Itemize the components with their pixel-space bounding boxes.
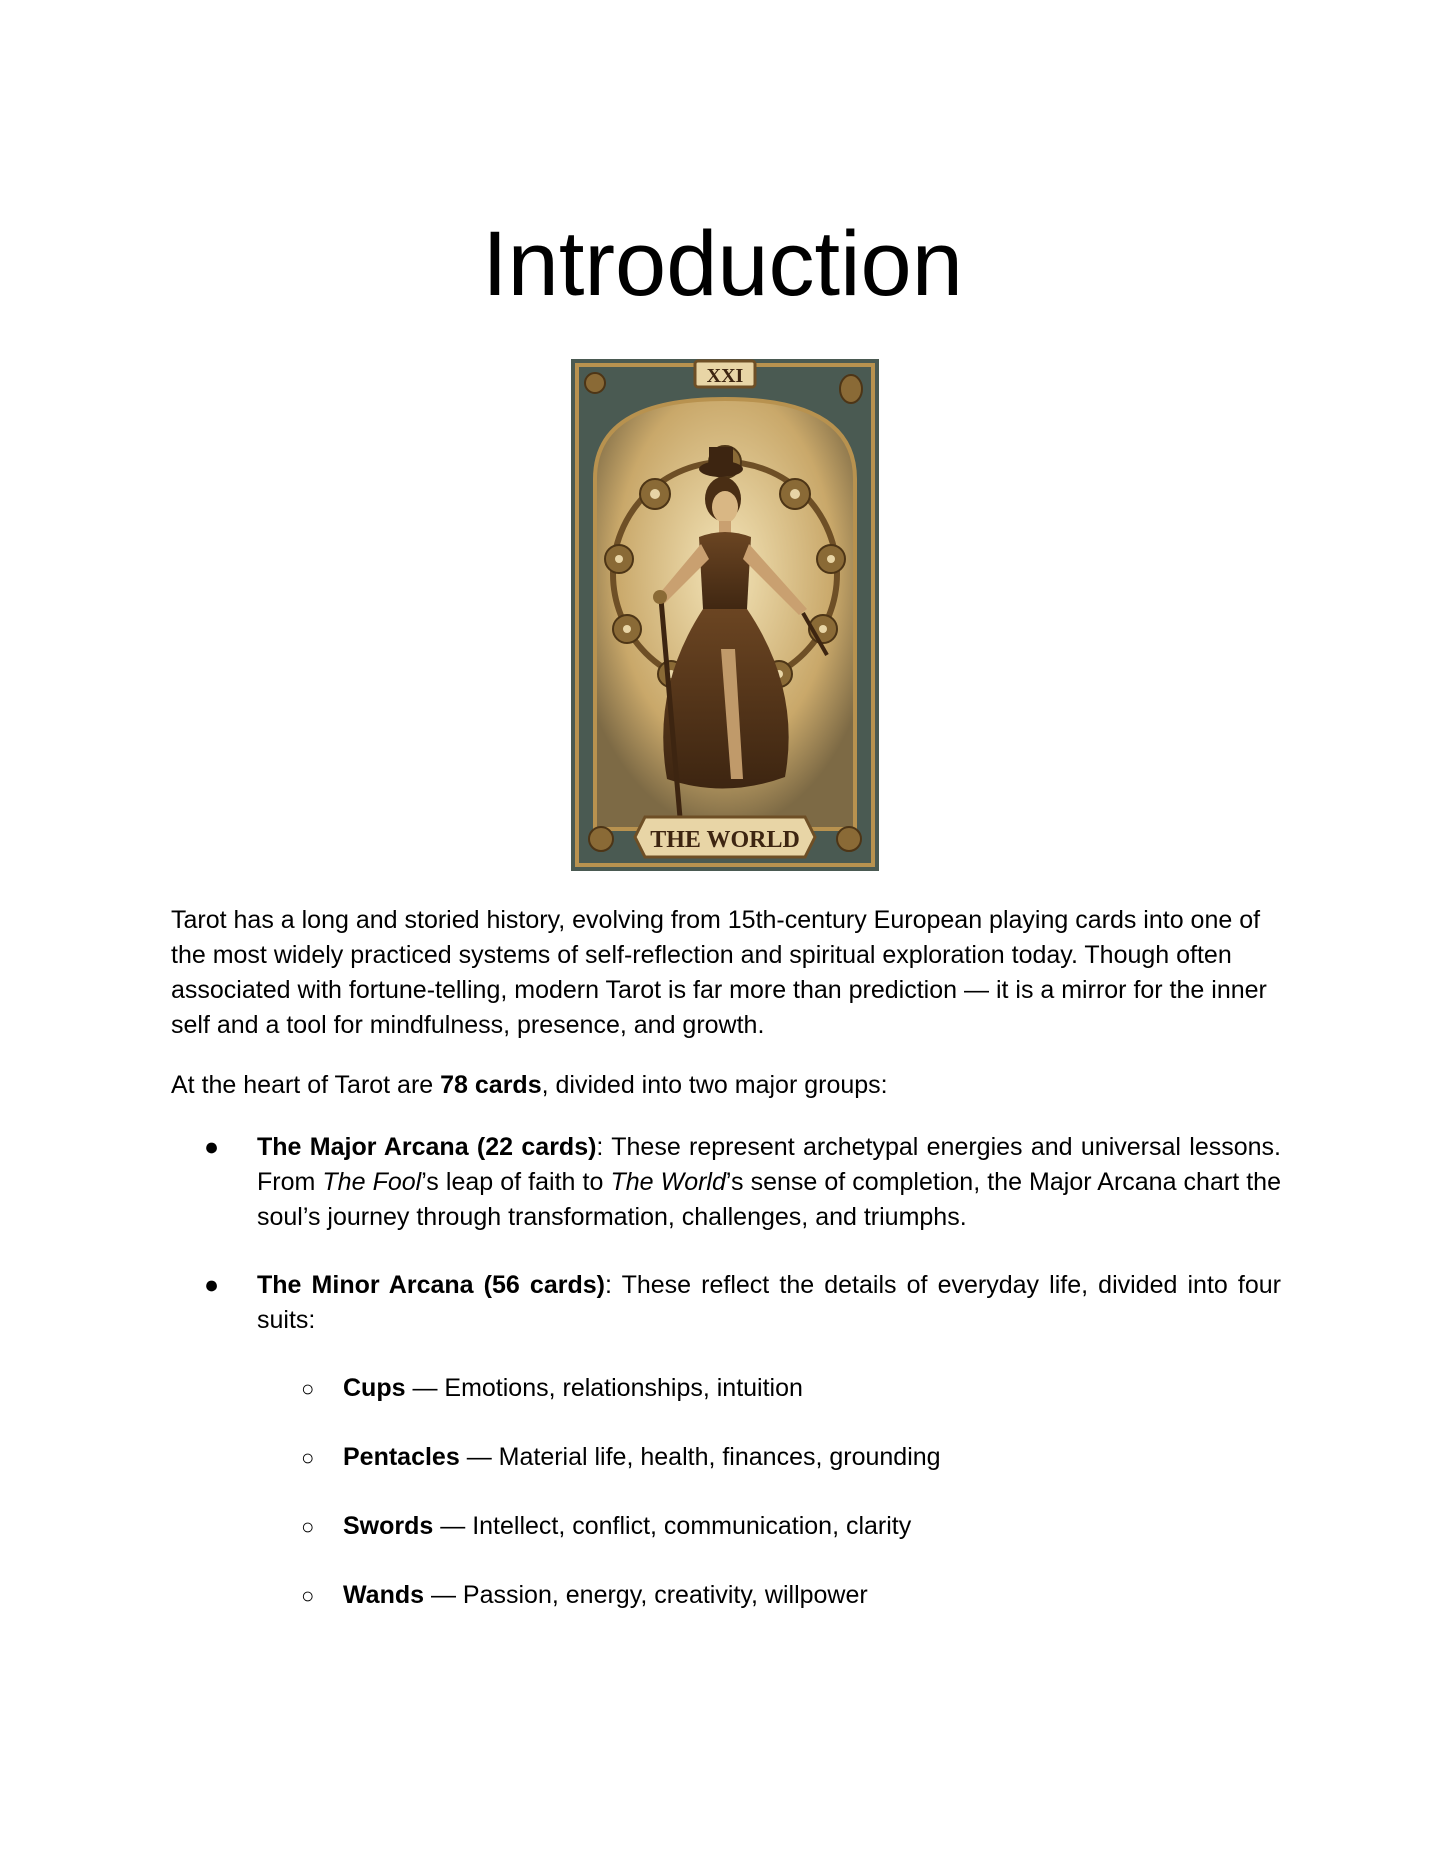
card-name: THE WORLD xyxy=(650,827,800,853)
corner-gear-icon xyxy=(589,827,613,851)
cards-paragraph: At the heart of Tarot are 78 cards, divided into two major groups: xyxy=(171,1071,888,1099)
list-item-major-arcana: ● The Major Arcana (22 cards): These represent archetypal energies and universal lessons. From The Fool’s leap of faith to The World’s sense of completion, the Major Arcana chart the soul’s journey through transformation, challenges, and triumphs. xyxy=(171,1130,1281,1235)
gear-icon xyxy=(585,373,605,393)
suit-item-wands: ○ Wands — Passion, energy, creativity, willpower xyxy=(257,1578,1281,1613)
bullet-icon: ● xyxy=(204,1133,220,1161)
suit-item-pentacles: ○ Pentacles — Material life, health, finances, grounding xyxy=(257,1440,1281,1475)
card-numeral: XXI xyxy=(706,365,744,387)
name-plaque xyxy=(635,817,815,857)
tarot-card-illustration xyxy=(571,359,879,871)
hollow-bullet-icon: ○ xyxy=(301,1583,315,1608)
numeral-plaque xyxy=(695,361,755,387)
intro-paragraph: Tarot has a long and storied history, evolving from 15th-century European playing cards into one of the most widely practiced systems of self-reflection and spiritual exploration today. Though often associated with fortune-telling, modern Tarot is far more than prediction — it is a mirror for the inner self and a tool for mindfulness, presence, and growth. xyxy=(171,906,1267,1039)
bullet-icon: ● xyxy=(204,1271,220,1299)
suit-item-swords: ○ Swords — Intellect, conflict, communication, clarity xyxy=(257,1509,1281,1544)
hollow-bullet-icon: ○ xyxy=(301,1376,315,1401)
arcana-list xyxy=(171,1130,1281,1613)
page-title: Introduction xyxy=(482,213,963,315)
balloon-icon xyxy=(840,375,862,403)
balloon-icon xyxy=(837,827,861,851)
suits-list xyxy=(257,1371,1281,1613)
hollow-bullet-icon: ○ xyxy=(301,1445,315,1470)
hollow-bullet-icon: ○ xyxy=(301,1514,315,1539)
list-item-minor-arcana: ● The Minor Arcana (56 cards): These reflect the details of everyday life, divided into four suits: ○ Cups — Emotions, relationships, intuition ○ Pentacles — Material life, health, finances, grounding ○ Swords — Intellect, conflict, communication, clarity ○ Wands — Passion, energy, creativity, willpower xyxy=(171,1268,1281,1613)
suit-item-cups: ○ Cups — Emotions, relationships, intuition xyxy=(257,1371,1281,1406)
